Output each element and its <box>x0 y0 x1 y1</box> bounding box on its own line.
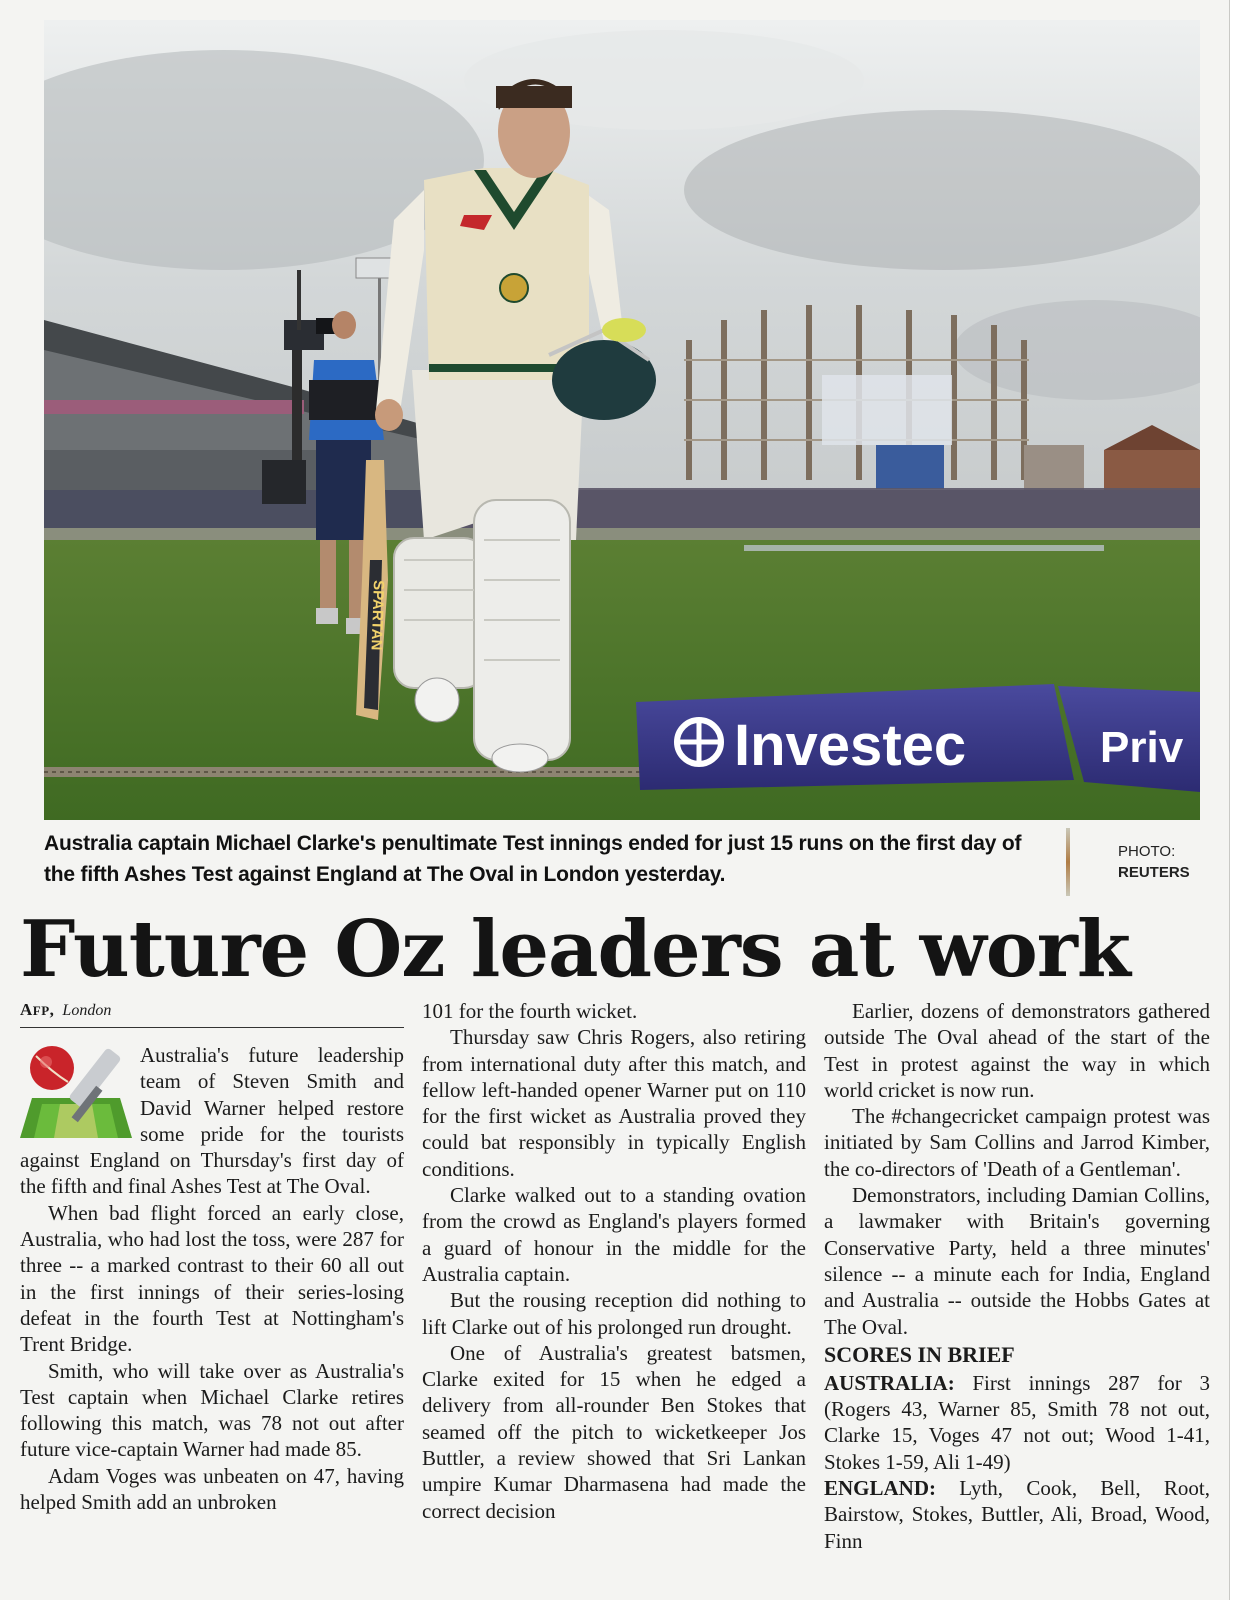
news-photo <box>44 20 1200 820</box>
article-paragraph: Demonstrators, including Damian Collins, a lawmaker with Britain's governing Conservative Party, held a three minutes' silence -- a minute each for India, England and Australia -- outside the Hobbs Gates at The Oval. <box>824 1183 1210 1339</box>
scores-text: Lyth, Cook, Bell, Root, Bairstow, Stokes, Buttler, Ali, Broad, Wood, Finn <box>824 1476 1210 1553</box>
scores-australia <box>824 1370 1210 1475</box>
article-paragraph: Australia's future leadership team of Steven Smith and David Warner helped restore some pride for the tourists against England on Thursday's first day of the fifth and final Ashes Test at The Oval. <box>20 1043 404 1199</box>
article-paragraph: The #changecricket campaign protest was initiated by Sam Collins and Jarrod Kimber, the co-directors of 'Death of a Gentleman'. <box>824 1104 1210 1181</box>
scores-text: First innings 287 for 3 (Rogers 43, Warner 85, Smith 78 not out, Clarke 15, Voges 47 not out; Wood 1-41, Stokes 1-59, Ali 1-49) <box>824 1370 1210 1474</box>
cricket-icon <box>20 1042 132 1144</box>
scores-team-label: AUSTRALIA: <box>824 1370 955 1395</box>
article-column-1 <box>20 998 404 1515</box>
article-paragraph: When bad flight forced an early close, Australia, who had lost the toss, were 287 for three -- a marked contrast to their 60 all out in the first innings of their series-losing defeat in the fourth Test at Nottingham's Trent Bridge. <box>20 1200 404 1357</box>
photo-caption: Australia captain Michael Clarke's penultimate Test innings ended for just 15 runs on the first day of the fifth Ashes Test against England at The Oval in London yesterday. <box>44 832 1022 886</box>
lead-paragraph-wrap <box>20 1042 404 1200</box>
article-paragraph: Thursday saw Chris Rogers, also retiring from international duty after this match, and fellow left-handed opener Warner put on 110 for the first wicket as Australia proved they could bat responsibly in typically English conditions. <box>422 1025 806 1181</box>
dateline-city: London <box>62 1002 112 1019</box>
article-column-3 <box>824 998 1210 1554</box>
photo-illustration <box>44 20 1200 820</box>
ad-board-text-2: Priv <box>1100 723 1184 772</box>
article-paragraph: Earlier, dozens of demonstrators gathered outside The Oval ahead of the start of the Test in protest against the way in which world cricket is now run. <box>824 999 1210 1102</box>
scores-team-label: ENGLAND: <box>824 1476 937 1501</box>
scores-england <box>824 1475 1210 1554</box>
article-paragraph: Clarke walked out to a standing ovation from the crowd as England's players formed a guard of honour in the middle for the Australia captain. <box>422 1183 806 1286</box>
article-paragraph: Adam Voges was unbeaten on 47, having helped Smith add an unbroken <box>20 1463 404 1515</box>
advertising-board <box>636 684 1200 792</box>
article-paragraph: Smith, who will take over as Australia's Test captain when Michael Clarke retires following this match, was 78 not out after future vice-captain Warner had made 85. <box>20 1358 404 1462</box>
photo-credit-label: PHOTO: <box>1118 843 1176 860</box>
headline: Future Oz leaders at work <box>20 904 1130 995</box>
photo-credit <box>1118 841 1190 883</box>
dateline-agency: AFP, <box>20 1000 55 1019</box>
bat-brand-text: SPARTAN <box>367 579 387 651</box>
scores-heading: SCORES IN BRIEF <box>824 1341 1015 1367</box>
dateline <box>20 998 404 1028</box>
article-paragraph: One of Australia's greatest batsmen, Clarke exited for 15 when he edged a delivery from all-rounder Ben Stokes that seamed off the pitch to wicketkeeper Jos Buttler, a review showed that Sri Lankan umpire Kumar Dharmasena had made the correct decision <box>422 1340 806 1523</box>
photo-credit-source: REUTERS <box>1118 864 1190 881</box>
article-column-2 <box>422 998 806 1524</box>
caption-divider <box>1066 828 1070 896</box>
page-edge <box>1229 0 1244 1600</box>
article-paragraph: But the rousing reception did nothing to lift Clarke out of his prolonged run drought. <box>422 1288 806 1339</box>
article-paragraph: 101 for the fourth wicket. <box>422 999 638 1023</box>
ad-board-text: Investec <box>734 713 967 778</box>
